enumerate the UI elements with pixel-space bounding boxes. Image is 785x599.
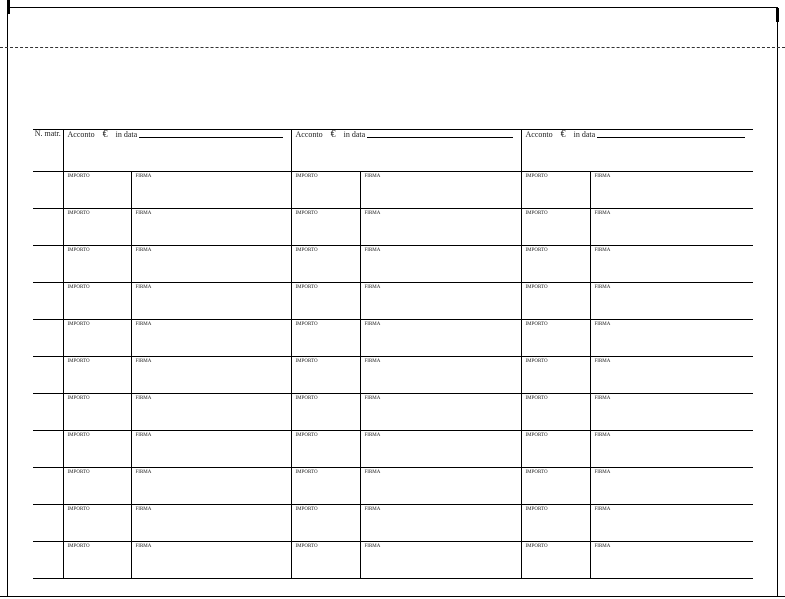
matr-cell[interactable] <box>33 542 63 579</box>
firma-cell[interactable] <box>360 357 521 394</box>
importo-label: IMPORTO <box>67 507 90 512</box>
acconto-label: Acconto <box>525 130 553 139</box>
firma-cell[interactable] <box>590 320 753 357</box>
firma-label: FIRMA <box>364 359 381 364</box>
firma-label: FIRMA <box>135 248 152 253</box>
importo-label: IMPORTO <box>295 211 318 216</box>
firma-cell[interactable] <box>590 357 753 394</box>
table-row <box>33 357 753 394</box>
firma-cell[interactable] <box>360 320 521 357</box>
matr-cell[interactable] <box>33 468 63 505</box>
firma-cell[interactable] <box>131 431 291 468</box>
firma-cell[interactable] <box>360 542 521 579</box>
importo-label: IMPORTO <box>67 396 90 401</box>
importo-cell[interactable] <box>521 172 590 209</box>
matr-cell[interactable] <box>33 505 63 542</box>
acconto-label: Acconto <box>67 130 95 139</box>
importo-label: IMPORTO <box>67 470 90 475</box>
firma-cell[interactable] <box>360 468 521 505</box>
firma-label: FIRMA <box>135 322 152 327</box>
importo-label: IMPORTO <box>67 433 90 438</box>
firma-cell[interactable] <box>131 320 291 357</box>
importo-cell[interactable] <box>291 542 360 579</box>
firma-label: FIRMA <box>135 544 152 549</box>
importo-label: IMPORTO <box>295 322 318 327</box>
matr-cell[interactable] <box>33 357 63 394</box>
importo-cell[interactable] <box>521 357 590 394</box>
importo-label: IMPORTO <box>525 544 548 549</box>
firma-cell[interactable] <box>590 394 753 431</box>
firma-label: FIRMA <box>364 544 381 549</box>
euro-icon: € <box>330 129 336 140</box>
matr-cell[interactable] <box>33 283 63 320</box>
importo-label: IMPORTO <box>67 248 90 253</box>
acconto-label: Acconto <box>295 130 323 139</box>
table-row <box>33 542 753 579</box>
importo-cell[interactable] <box>63 246 131 283</box>
importo-label: IMPORTO <box>525 470 548 475</box>
firma-cell[interactable] <box>360 209 521 246</box>
firma-label: FIRMA <box>135 507 152 512</box>
importo-cell[interactable] <box>521 505 590 542</box>
importo-cell[interactable] <box>63 505 131 542</box>
importo-cell[interactable] <box>521 431 590 468</box>
importo-cell[interactable] <box>291 505 360 542</box>
firma-label: FIRMA <box>364 470 381 475</box>
firma-cell[interactable] <box>360 246 521 283</box>
table-row <box>33 283 753 320</box>
crop-mark-right <box>776 8 779 22</box>
firma-label: FIRMA <box>364 396 381 401</box>
importo-label: IMPORTO <box>295 396 318 401</box>
table-row <box>33 505 753 542</box>
importo-cell[interactable] <box>291 468 360 505</box>
date-fill-line[interactable] <box>139 137 282 138</box>
firma-label: FIRMA <box>364 174 381 179</box>
firma-cell[interactable] <box>131 542 291 579</box>
firma-cell[interactable] <box>131 468 291 505</box>
firma-cell[interactable] <box>360 394 521 431</box>
importo-label: IMPORTO <box>525 248 548 253</box>
firma-cell[interactable] <box>131 283 291 320</box>
importo-cell[interactable] <box>291 431 360 468</box>
matr-cell[interactable] <box>33 394 63 431</box>
register-table <box>33 129 753 579</box>
importo-cell[interactable] <box>63 431 131 468</box>
importo-cell[interactable] <box>521 246 590 283</box>
firma-label: FIRMA <box>135 211 152 216</box>
firma-cell[interactable] <box>360 172 521 209</box>
importo-label: IMPORTO <box>295 507 318 512</box>
firma-label: FIRMA <box>135 470 152 475</box>
firma-cell[interactable] <box>131 246 291 283</box>
importo-label: IMPORTO <box>295 359 318 364</box>
importo-cell[interactable] <box>63 283 131 320</box>
importo-cell[interactable] <box>63 209 131 246</box>
importo-cell[interactable] <box>63 468 131 505</box>
importo-label: IMPORTO <box>67 544 90 549</box>
top-rule <box>7 7 778 8</box>
date-fill-line[interactable] <box>367 137 512 138</box>
acconto-section-3 <box>521 130 753 172</box>
euro-icon: € <box>102 129 108 140</box>
firma-cell[interactable] <box>590 505 753 542</box>
firma-label: FIRMA <box>135 396 152 401</box>
importo-cell[interactable] <box>291 172 360 209</box>
table-row <box>33 468 753 505</box>
table-row <box>33 172 753 209</box>
firma-label: FIRMA <box>135 359 152 364</box>
table-row <box>33 320 753 357</box>
importo-label: IMPORTO <box>295 470 318 475</box>
importo-cell[interactable] <box>521 320 590 357</box>
importo-label: IMPORTO <box>295 544 318 549</box>
importo-label: IMPORTO <box>525 285 548 290</box>
firma-cell[interactable] <box>131 209 291 246</box>
importo-cell[interactable] <box>521 542 590 579</box>
firma-cell[interactable] <box>131 357 291 394</box>
importo-label: IMPORTO <box>295 285 318 290</box>
importo-label: IMPORTO <box>67 285 90 290</box>
n-matr-label: N. matr. <box>34 129 61 138</box>
in-data-label: in data <box>573 130 596 139</box>
firma-cell[interactable] <box>590 542 753 579</box>
importo-label: IMPORTO <box>67 211 90 216</box>
importo-label: IMPORTO <box>525 433 548 438</box>
importo-label: IMPORTO <box>525 211 548 216</box>
matr-cell[interactable] <box>33 209 63 246</box>
in-data-label: in data <box>343 130 366 139</box>
firma-label: FIRMA <box>364 211 381 216</box>
importo-label: IMPORTO <box>67 174 90 179</box>
firma-label: FIRMA <box>594 470 611 475</box>
importo-cell[interactable] <box>291 246 360 283</box>
table-row <box>33 246 753 283</box>
firma-cell[interactable] <box>360 505 521 542</box>
firma-label: FIRMA <box>135 285 152 290</box>
importo-label: IMPORTO <box>525 322 548 327</box>
firma-label: FIRMA <box>594 396 611 401</box>
importo-cell[interactable] <box>521 283 590 320</box>
euro-icon: € <box>560 129 566 140</box>
matr-cell[interactable] <box>33 172 63 209</box>
importo-cell[interactable] <box>291 320 360 357</box>
n-matr-header <box>33 130 63 172</box>
header-row <box>33 130 753 172</box>
firma-label: FIRMA <box>364 322 381 327</box>
firma-label: FIRMA <box>364 433 381 438</box>
firma-label: FIRMA <box>135 174 152 179</box>
acconto-section-1 <box>63 130 291 172</box>
importo-label: IMPORTO <box>525 359 548 364</box>
table-row <box>33 209 753 246</box>
importo-cell[interactable] <box>521 394 590 431</box>
firma-cell[interactable] <box>590 172 753 209</box>
importo-cell[interactable] <box>291 357 360 394</box>
firma-label: FIRMA <box>364 248 381 253</box>
importo-label: IMPORTO <box>67 322 90 327</box>
firma-cell[interactable] <box>590 209 753 246</box>
firma-label: FIRMA <box>364 285 381 290</box>
bottom-rule <box>0 596 785 597</box>
importo-label: IMPORTO <box>67 359 90 364</box>
importo-cell[interactable] <box>521 468 590 505</box>
importo-cell[interactable] <box>63 394 131 431</box>
importo-cell[interactable] <box>291 394 360 431</box>
firma-cell[interactable] <box>590 431 753 468</box>
firma-cell[interactable] <box>590 283 753 320</box>
importo-cell[interactable] <box>291 283 360 320</box>
importo-cell[interactable] <box>63 320 131 357</box>
importo-cell[interactable] <box>63 172 131 209</box>
firma-label: FIRMA <box>594 174 611 179</box>
matr-cell[interactable] <box>33 320 63 357</box>
firma-label: FIRMA <box>594 322 611 327</box>
importo-cell[interactable] <box>63 542 131 579</box>
firma-label: FIRMA <box>135 433 152 438</box>
importo-cell[interactable] <box>291 209 360 246</box>
firma-cell[interactable] <box>360 431 521 468</box>
importo-label: IMPORTO <box>525 174 548 179</box>
firma-label: FIRMA <box>364 507 381 512</box>
firma-cell[interactable] <box>360 283 521 320</box>
matr-cell[interactable] <box>33 431 63 468</box>
firma-label: FIRMA <box>594 285 611 290</box>
firma-label: FIRMA <box>594 359 611 364</box>
firma-cell[interactable] <box>131 505 291 542</box>
cut-line <box>0 47 785 48</box>
acconto-register <box>33 129 753 579</box>
firma-label: FIRMA <box>594 248 611 253</box>
importo-label: IMPORTO <box>525 507 548 512</box>
importo-label: IMPORTO <box>525 396 548 401</box>
table-row <box>33 394 753 431</box>
firma-cell[interactable] <box>590 246 753 283</box>
matr-cell[interactable] <box>33 246 63 283</box>
importo-label: IMPORTO <box>295 248 318 253</box>
firma-label: FIRMA <box>594 211 611 216</box>
importo-label: IMPORTO <box>295 174 318 179</box>
firma-label: FIRMA <box>594 507 611 512</box>
importo-label: IMPORTO <box>295 433 318 438</box>
table-row <box>33 431 753 468</box>
firma-cell[interactable] <box>590 468 753 505</box>
firma-label: FIRMA <box>594 544 611 549</box>
firma-cell[interactable] <box>131 394 291 431</box>
crop-mark-left <box>7 0 10 14</box>
date-fill-line[interactable] <box>597 137 745 138</box>
importo-cell[interactable] <box>63 357 131 394</box>
firma-cell[interactable] <box>131 172 291 209</box>
importo-cell[interactable] <box>521 209 590 246</box>
firma-label: FIRMA <box>594 433 611 438</box>
in-data-label: in data <box>115 130 138 139</box>
acconto-section-2 <box>291 130 521 172</box>
